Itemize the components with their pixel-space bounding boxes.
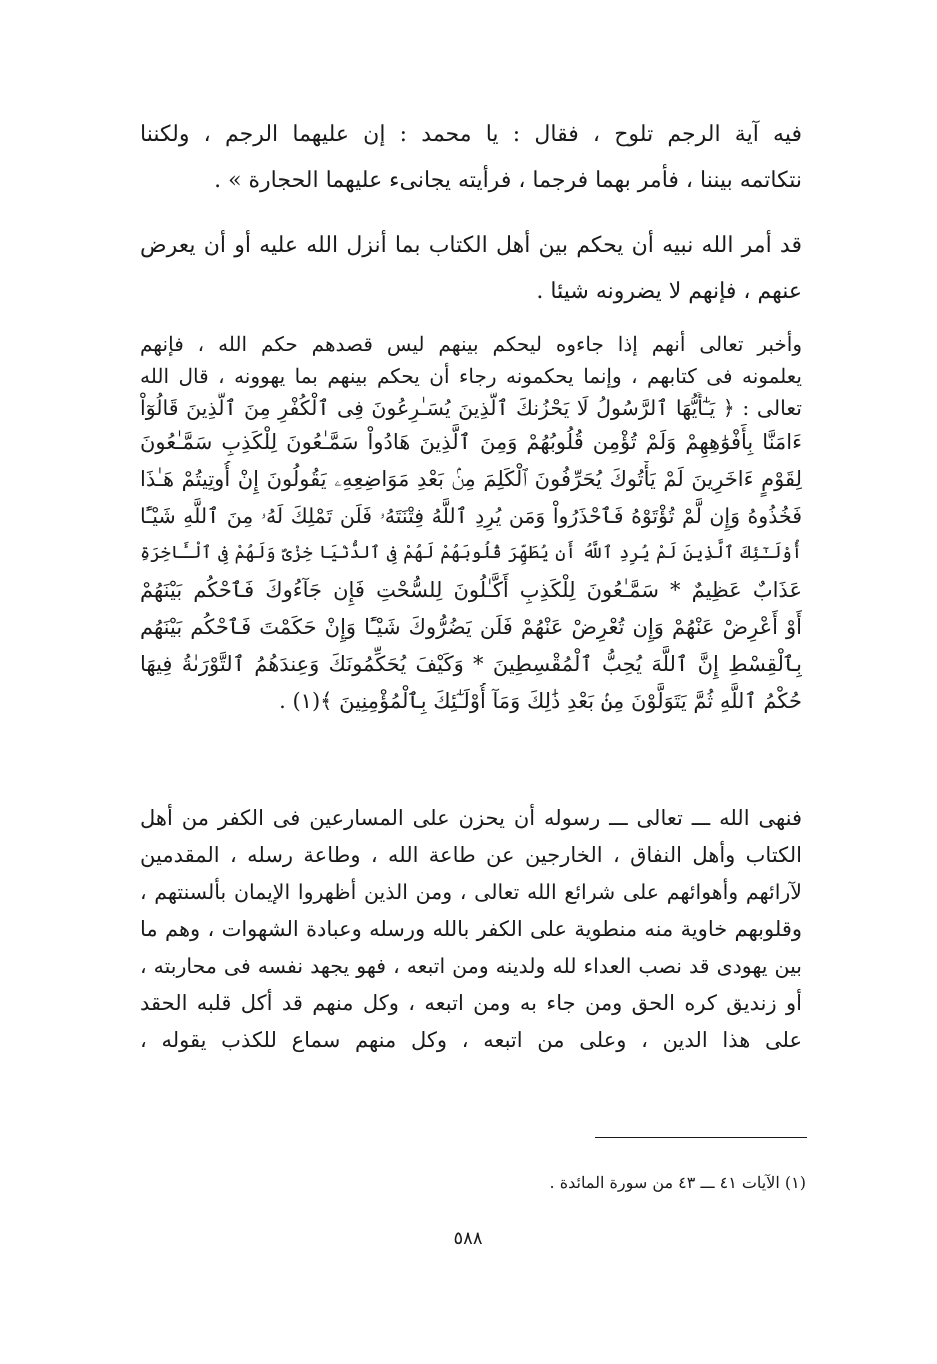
quran-verse-line: أُوْلَـٰٓئِكَ ٱلَّذِينَ لَمْ يُرِدِ ٱللَّهُ أَن يُطَهِّرَ قُلُوبَهُمْ لَهُمْ فِى ٱلدُّنْيَا خِزْىٌ وَلَهُمْ فِى ٱلْـَٔاخِرَةِ <box>140 543 802 563</box>
paragraph-command <box>140 223 802 315</box>
text-line: الكتاب وأهل النفاق ، الخارجين عن طاعة الله ، وطاعة رسله ، المقدمين <box>140 843 802 867</box>
quran-verse-line: أَوْ أَعْرِضْ عَنْهُمْ وَإِن تُعْرِضْ عَنْهُمْ فَلَن يَضُرُّوكَ شَيْـًٔا وَإِنْ حَكَمْتَ فَٱحْكُم بَيْنَهُم <box>140 615 802 639</box>
text-line: قد أمر الله نبيه أن يحكم بين أهل الكتاب بما أنزل الله عليه أو أن يعرض <box>140 233 802 258</box>
quran-verse-line: بِٱلْقِسْطِ إِنَّ ٱللَّهَ يُحِبُّ ٱلْمُقْسِطِينَ * وَكَيْفَ يُحَكِّمُونَكَ وَعِندَهُمُ ٱلتَّوْرَىٰةُ فِيهَا <box>140 652 802 676</box>
quran-verse-line: حُكْمُ ٱللَّهِ ثُمَّ يَتَوَلَّوْنَ مِنۢ بَعْدِ ذَٰلِكَ وَمَآ أُوْلَـٰٓئِكَ بِٱلْمُؤْمِنِينَ ﴾(١) . <box>279 689 802 713</box>
text-line: نتكاتمه بيننا ، فأمر بهما فرجما ، فرأيته يجانىء عليهما الحجارة » . <box>214 168 802 193</box>
text-line: يعلمونه فى كتابهم ، وإنما يحكمونه رجاء أن يحكم بينهم بما يهوونه ، قال الله <box>140 364 802 388</box>
text-line: عنهم ، فإنهم لا يضرونه شيئا . <box>536 279 802 304</box>
quran-verse-line: تعالى : ﴿ يَـٰٓأَيُّهَا ٱلرَّسُولُ لَا يَحْزُنكَ ٱلَّذِينَ يُسَـٰرِعُونَ فِى ٱلْكُفْرِ مِنَ ٱلَّذِينَ قَالُوٓاْ <box>140 396 802 420</box>
text-line: لآرائهم وأهوائهم على شرائع الله تعالى ، ومن الذين أظهروا الإيمان بألسنتهم ، <box>140 880 802 904</box>
text-line: على هذا الدين ، وعلى من اتبعه ، وكل منهم سماع للكذب يقوله ، <box>140 1028 802 1052</box>
page-number: ٥٨٨ <box>453 1228 483 1249</box>
footnote: (١) الآيات ٤١ ـــ ٤٣ من سورة المائدة . <box>549 1173 806 1192</box>
text-line: وأخبر تعالى أنهم إذا جاءوه ليحكم بينهم ليس قصدهم حكم الله ، فإنهم <box>140 332 802 356</box>
paragraph-commentary <box>140 800 802 1059</box>
quran-verse-line: لِقَوْمٍ ءَاخَرِينَ لَمْ يَأْتُوكَ يُحَرِّفُونَ ٱلْكَلِمَ مِنۢ بَعْدِ مَوَاضِعِهِۦ يَقُولُونَ إِنْ أُوتِيتُمْ هَـٰذَا <box>140 467 802 491</box>
paragraph-hadith-end <box>140 112 802 204</box>
footnote-divider <box>595 1137 807 1138</box>
text-line: وقلوبهم خاوية منه منطوية على الكفر بالله ورسله وعبادة الشهوات ، وهم ما <box>140 917 802 941</box>
text-line: فنهى الله ـــ تعالى ـــ رسوله أن يحزن على المسارعين فى الكفر من أهل <box>140 806 802 830</box>
paragraph-quran-quote <box>140 328 802 720</box>
text-line: فيه آية الرجم تلوح ، فقال : يا محمد : إن عليهما الرجم ، ولكننا <box>140 122 802 147</box>
text-line: أو زنديق كره الحق ومن جاء به ومن اتبعه ، وكل منهم قد أكل قلبه الحقد <box>140 991 802 1015</box>
quran-verse-line: ءَامَنَّا بِأَفْوَٰهِهِمْ وَلَمْ تُؤْمِن قُلُوبُهُمْ وَمِنَ ٱلَّذِينَ هَادُواْ سَمَّـٰعُونَ لِلْكَذِبِ سَمَّـٰعُونَ <box>140 430 802 454</box>
quran-verse-line: فَخُذُوهُ وَإِن لَّمْ تُؤْتَوْهُ فَٱحْذَرُواْ وَمَن يُرِدِ ٱللَّهُ فِتْنَتَهُۥ فَلَن تَمْلِكَ لَهُۥ مِنَ ٱللَّهِ شَيْـًٔا <box>140 504 802 528</box>
text-line: بين يهودى قد نصب العداء لله ولدينه ومن اتبعه ، فهو يجهد نفسه فى محاربته ، <box>140 954 802 978</box>
quran-verse-line: عَذَابٌ عَظِيمٌ * سَمَّـٰعُونَ لِلْكَذِبِ أَكَّـٰلُونَ لِلسُّحْتِ فَإِن جَآءُوكَ فَٱحْكُم بَيْنَهُمْ <box>140 578 802 602</box>
